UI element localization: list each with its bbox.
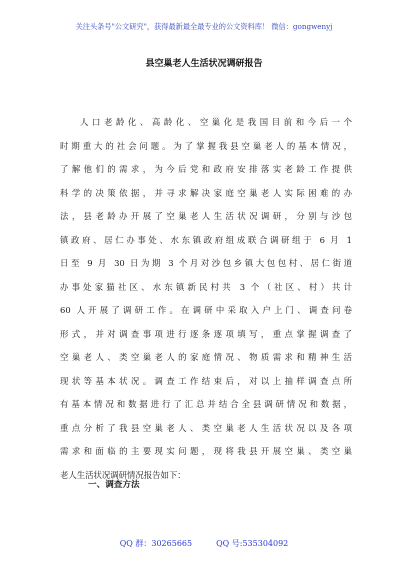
paragraph-line: 科学的决策依据，并寻求解决家庭空巢老人实际困难的办 — [60, 187, 352, 198]
paragraph-line: 法，县老龄办开展了空巢老人生活状况调研，分别与沙包 — [60, 211, 352, 221]
paragraph-line: 镇政府、居仁办事处、水东镇政府组成联合调研组于 6 月 1 — [60, 234, 352, 245]
paragraph-line: 日至 9 月 30 日为期 3 个月对沙包乡镇大包包村、居仁街道 — [60, 258, 352, 268]
document-title: 县空巢老人生活状况调研报告 — [145, 59, 263, 69]
footer-qq-number: QQ 号:535304092 — [216, 539, 289, 548]
paragraph-line: 人口老龄化、高龄化、空巢化是我国目前和今后一个 — [80, 117, 352, 127]
paragraph-line: 重点分析了我县空巢老人、类空巢老人生活状况以及各项 — [60, 422, 352, 433]
paragraph-line: 有基本情况和数据进行了汇总并结合全县调研情况和数据， — [60, 399, 352, 409]
paragraph-line: 空巢老人、类空巢老人的家庭情况、物质需求和精神生活 — [60, 352, 352, 362]
paragraph-line: 办事处家猫社区、水东镇新民村共 3 个（社区、村）共计 — [60, 281, 352, 292]
paragraph-line: 形式，并对调查事项进行逐条逐项填写，重点掌握调查了 — [60, 328, 352, 339]
paragraph-line: 现状等基本状况。调查工作结束后，对以上抽样调查点所 — [60, 375, 352, 386]
body-paragraph — [60, 115, 352, 491]
footer-contact — [0, 538, 408, 549]
footer-qq-group: QQ 群：30265665 — [119, 539, 193, 548]
section-heading: 一、调查方法 — [88, 480, 140, 490]
paragraph-line: 60 人开展了调研工作。在调研中采取入户上门、调查问卷 — [60, 305, 352, 315]
paragraph-line: 老人生活状况调研情况报告如下： — [60, 469, 186, 480]
header-promo-note: 关注头条号"公文研究"，获得最新最全最专业的公文资料库！ 微信：gongwenyj — [75, 22, 333, 31]
paragraph-line: 时期重大的社会问题。为了掌握我县空巢老人的基本情况， — [60, 140, 352, 151]
paragraph-line: 了解他们的需求，为今后党和政府安排落实老龄工作提供 — [60, 164, 352, 174]
paragraph-line: 需求和面临的主要现实问题，现将我县开展空巢、类空巢 — [60, 446, 352, 456]
